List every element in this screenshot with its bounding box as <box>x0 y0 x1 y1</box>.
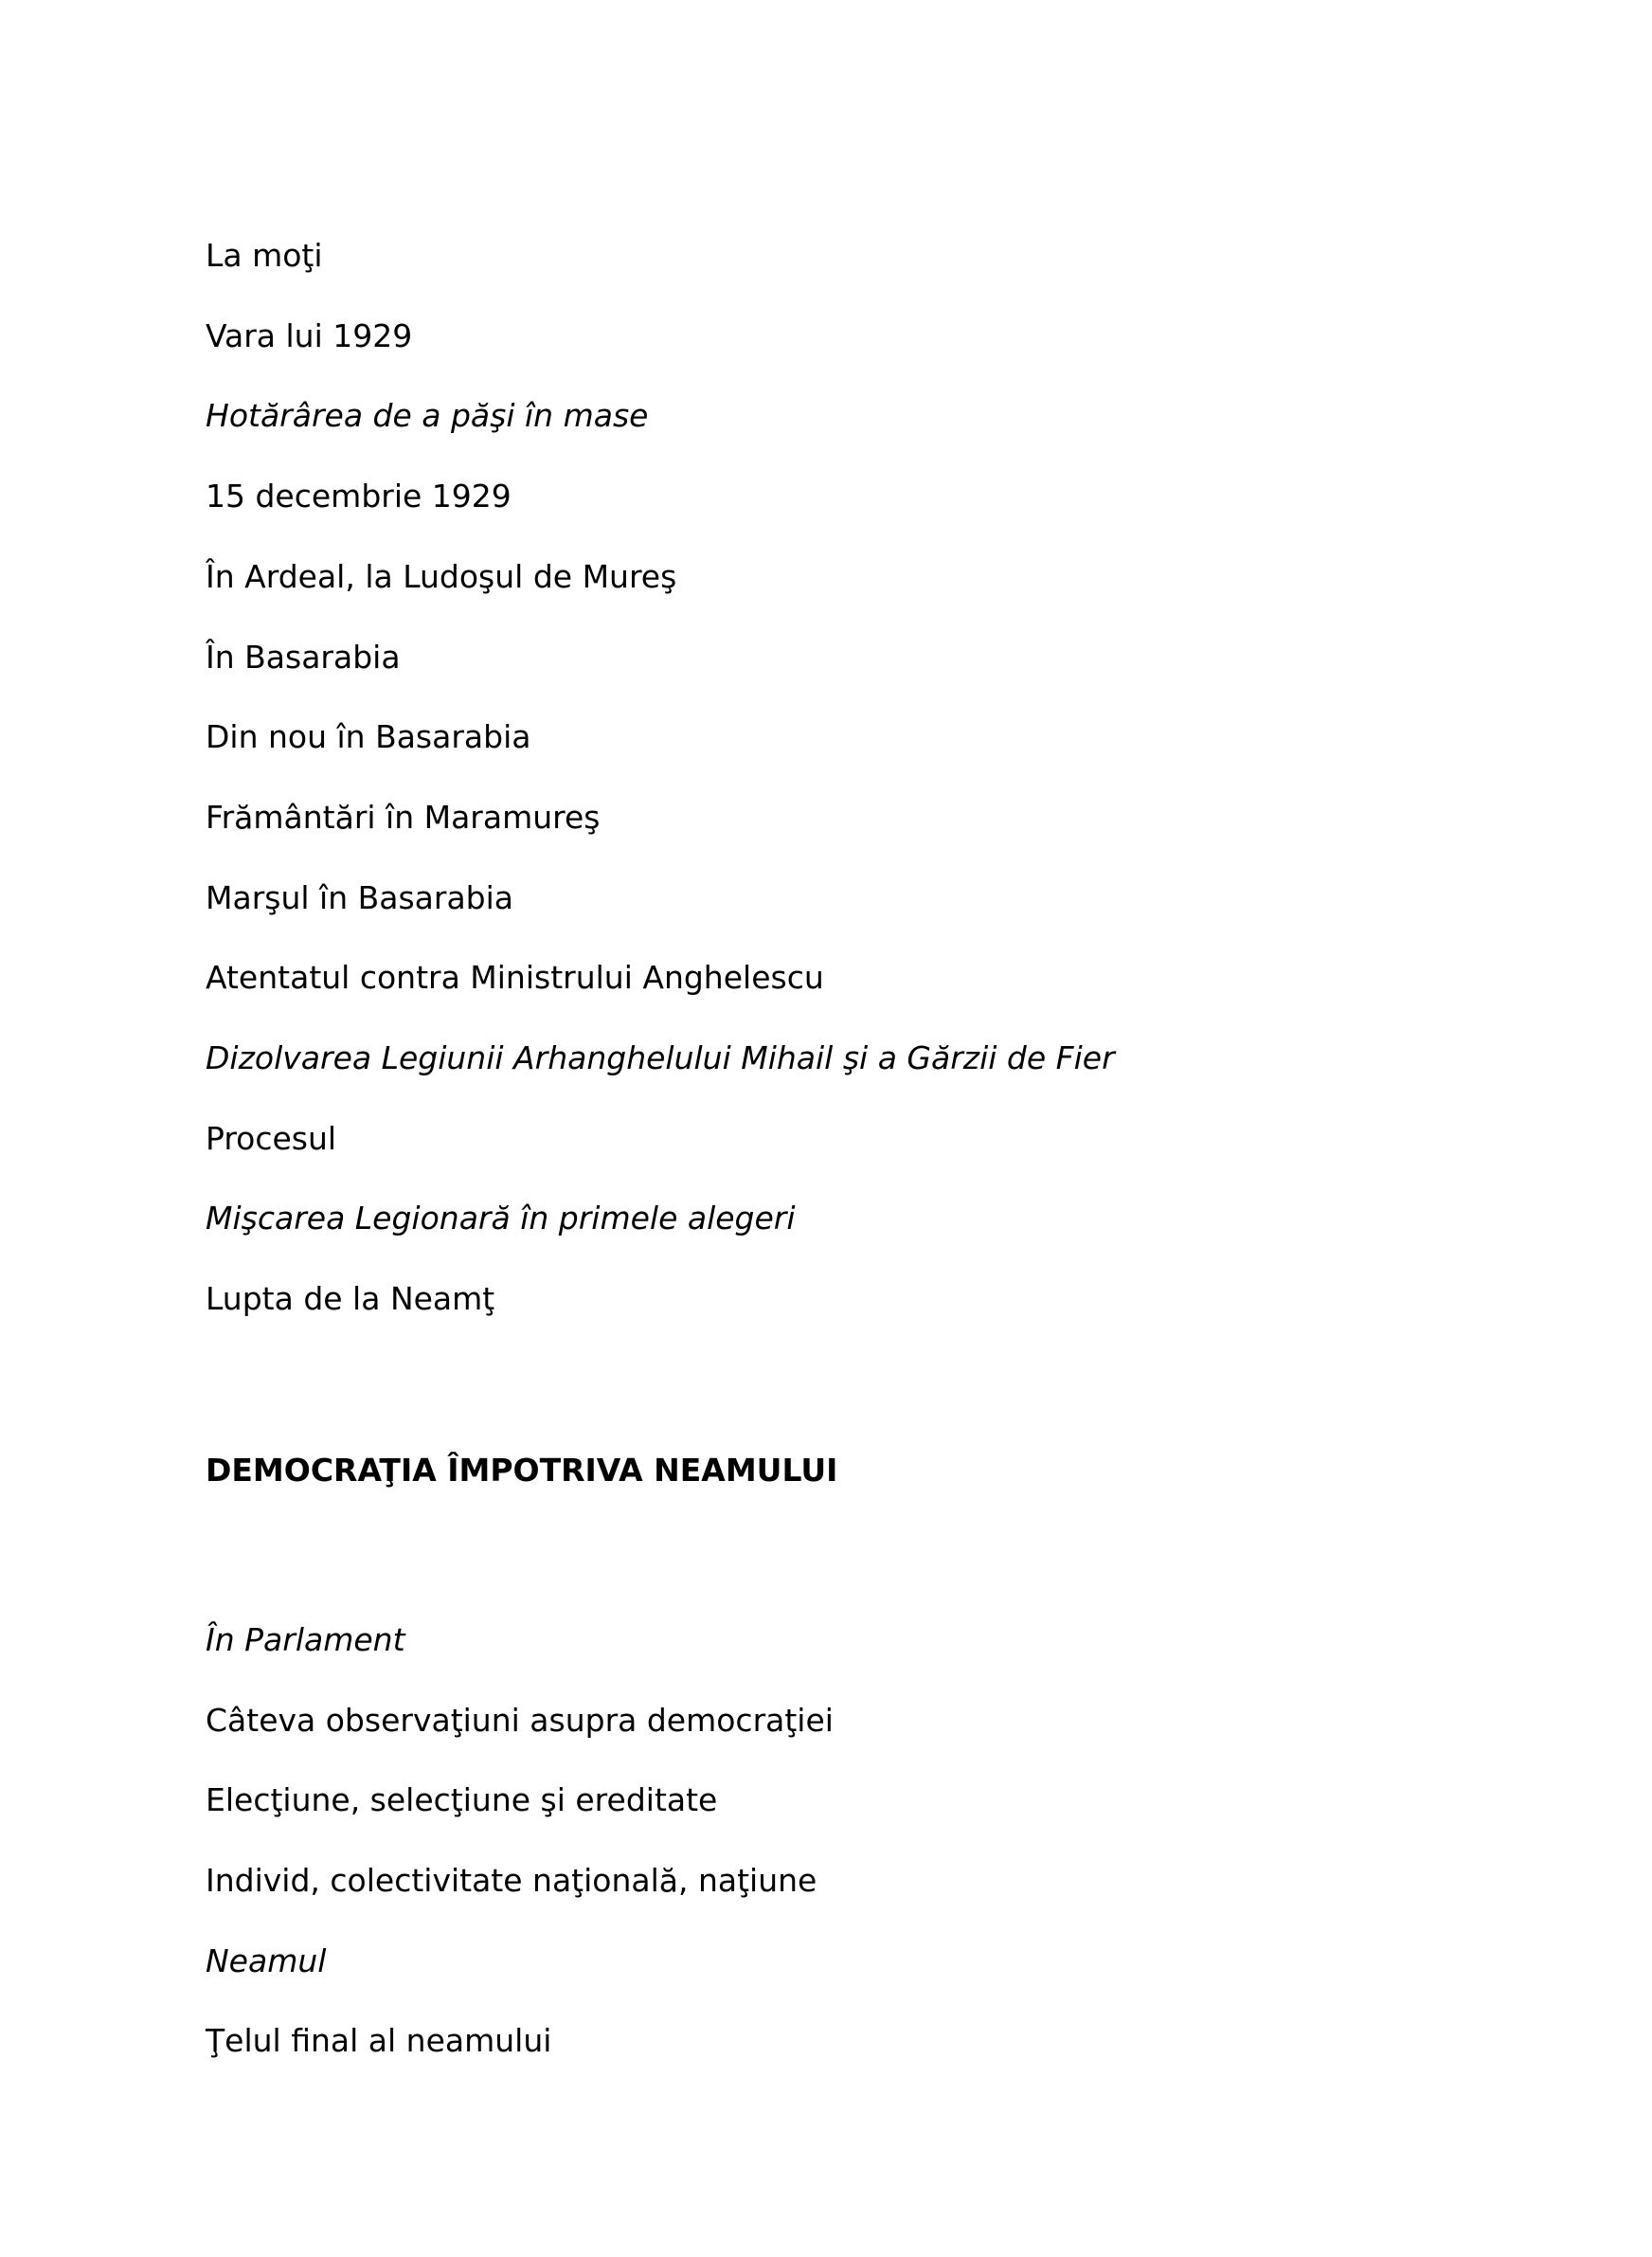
toc-entry-observatiuni: Câteva observaţiuni asupra democraţiei <box>206 1702 834 1739</box>
toc-entry-vara-lui-1929: Vara lui 1929 <box>206 317 413 354</box>
toc-entry-in-basarabia: În Basarabia <box>206 639 401 676</box>
toc-entry-15-decembrie: 15 decembrie 1929 <box>206 478 512 515</box>
toc-entry-lupta-neamt: Lupta de la Neamţ <box>206 1280 495 1317</box>
toc-entry-neamul: Neamul <box>206 1942 327 1979</box>
toc-entry-individ: Individ, colectivitate naţională, naţiune <box>206 1862 817 1899</box>
toc-entry-telul-final: Ţelul final al neamului <box>206 2022 552 2059</box>
toc-entry-hotararea: Hotărârea de a păşi în mase <box>206 397 649 434</box>
toc-entry-electiune: Elecţiune, selecţiune şi ereditate <box>206 1781 718 1818</box>
toc-entry-la-moti: La moţi <box>206 237 323 274</box>
toc-entry-procesul: Procesul <box>206 1120 337 1157</box>
toc-entry-framantari: Frământări în Maramureş <box>206 799 601 836</box>
toc-entry-in-ardeal: În Ardeal, la Ludoşul de Mureş <box>206 558 677 595</box>
toc-entry-dizolvarea: Dizolvarea Legiunii Arhanghelului Mihail şi a Gărzii de Fier <box>206 1039 1115 1076</box>
toc-entry-din-nou-basarabia: Din nou în Basarabia <box>206 718 531 755</box>
toc-entry-atentatul: Atentatul contra Ministrului Anghelescu <box>206 959 824 996</box>
section-heading: DEMOCRAŢIA ÎMPOTRIVA NEAMULUI <box>206 1452 838 1489</box>
toc-entry-miscarea: Mişcarea Legionară în primele alegeri <box>206 1200 796 1237</box>
toc-entry-in-parlament: În Parlament <box>206 1621 405 1658</box>
toc-entry-marsul: Marşul în Basarabia <box>206 879 514 916</box>
